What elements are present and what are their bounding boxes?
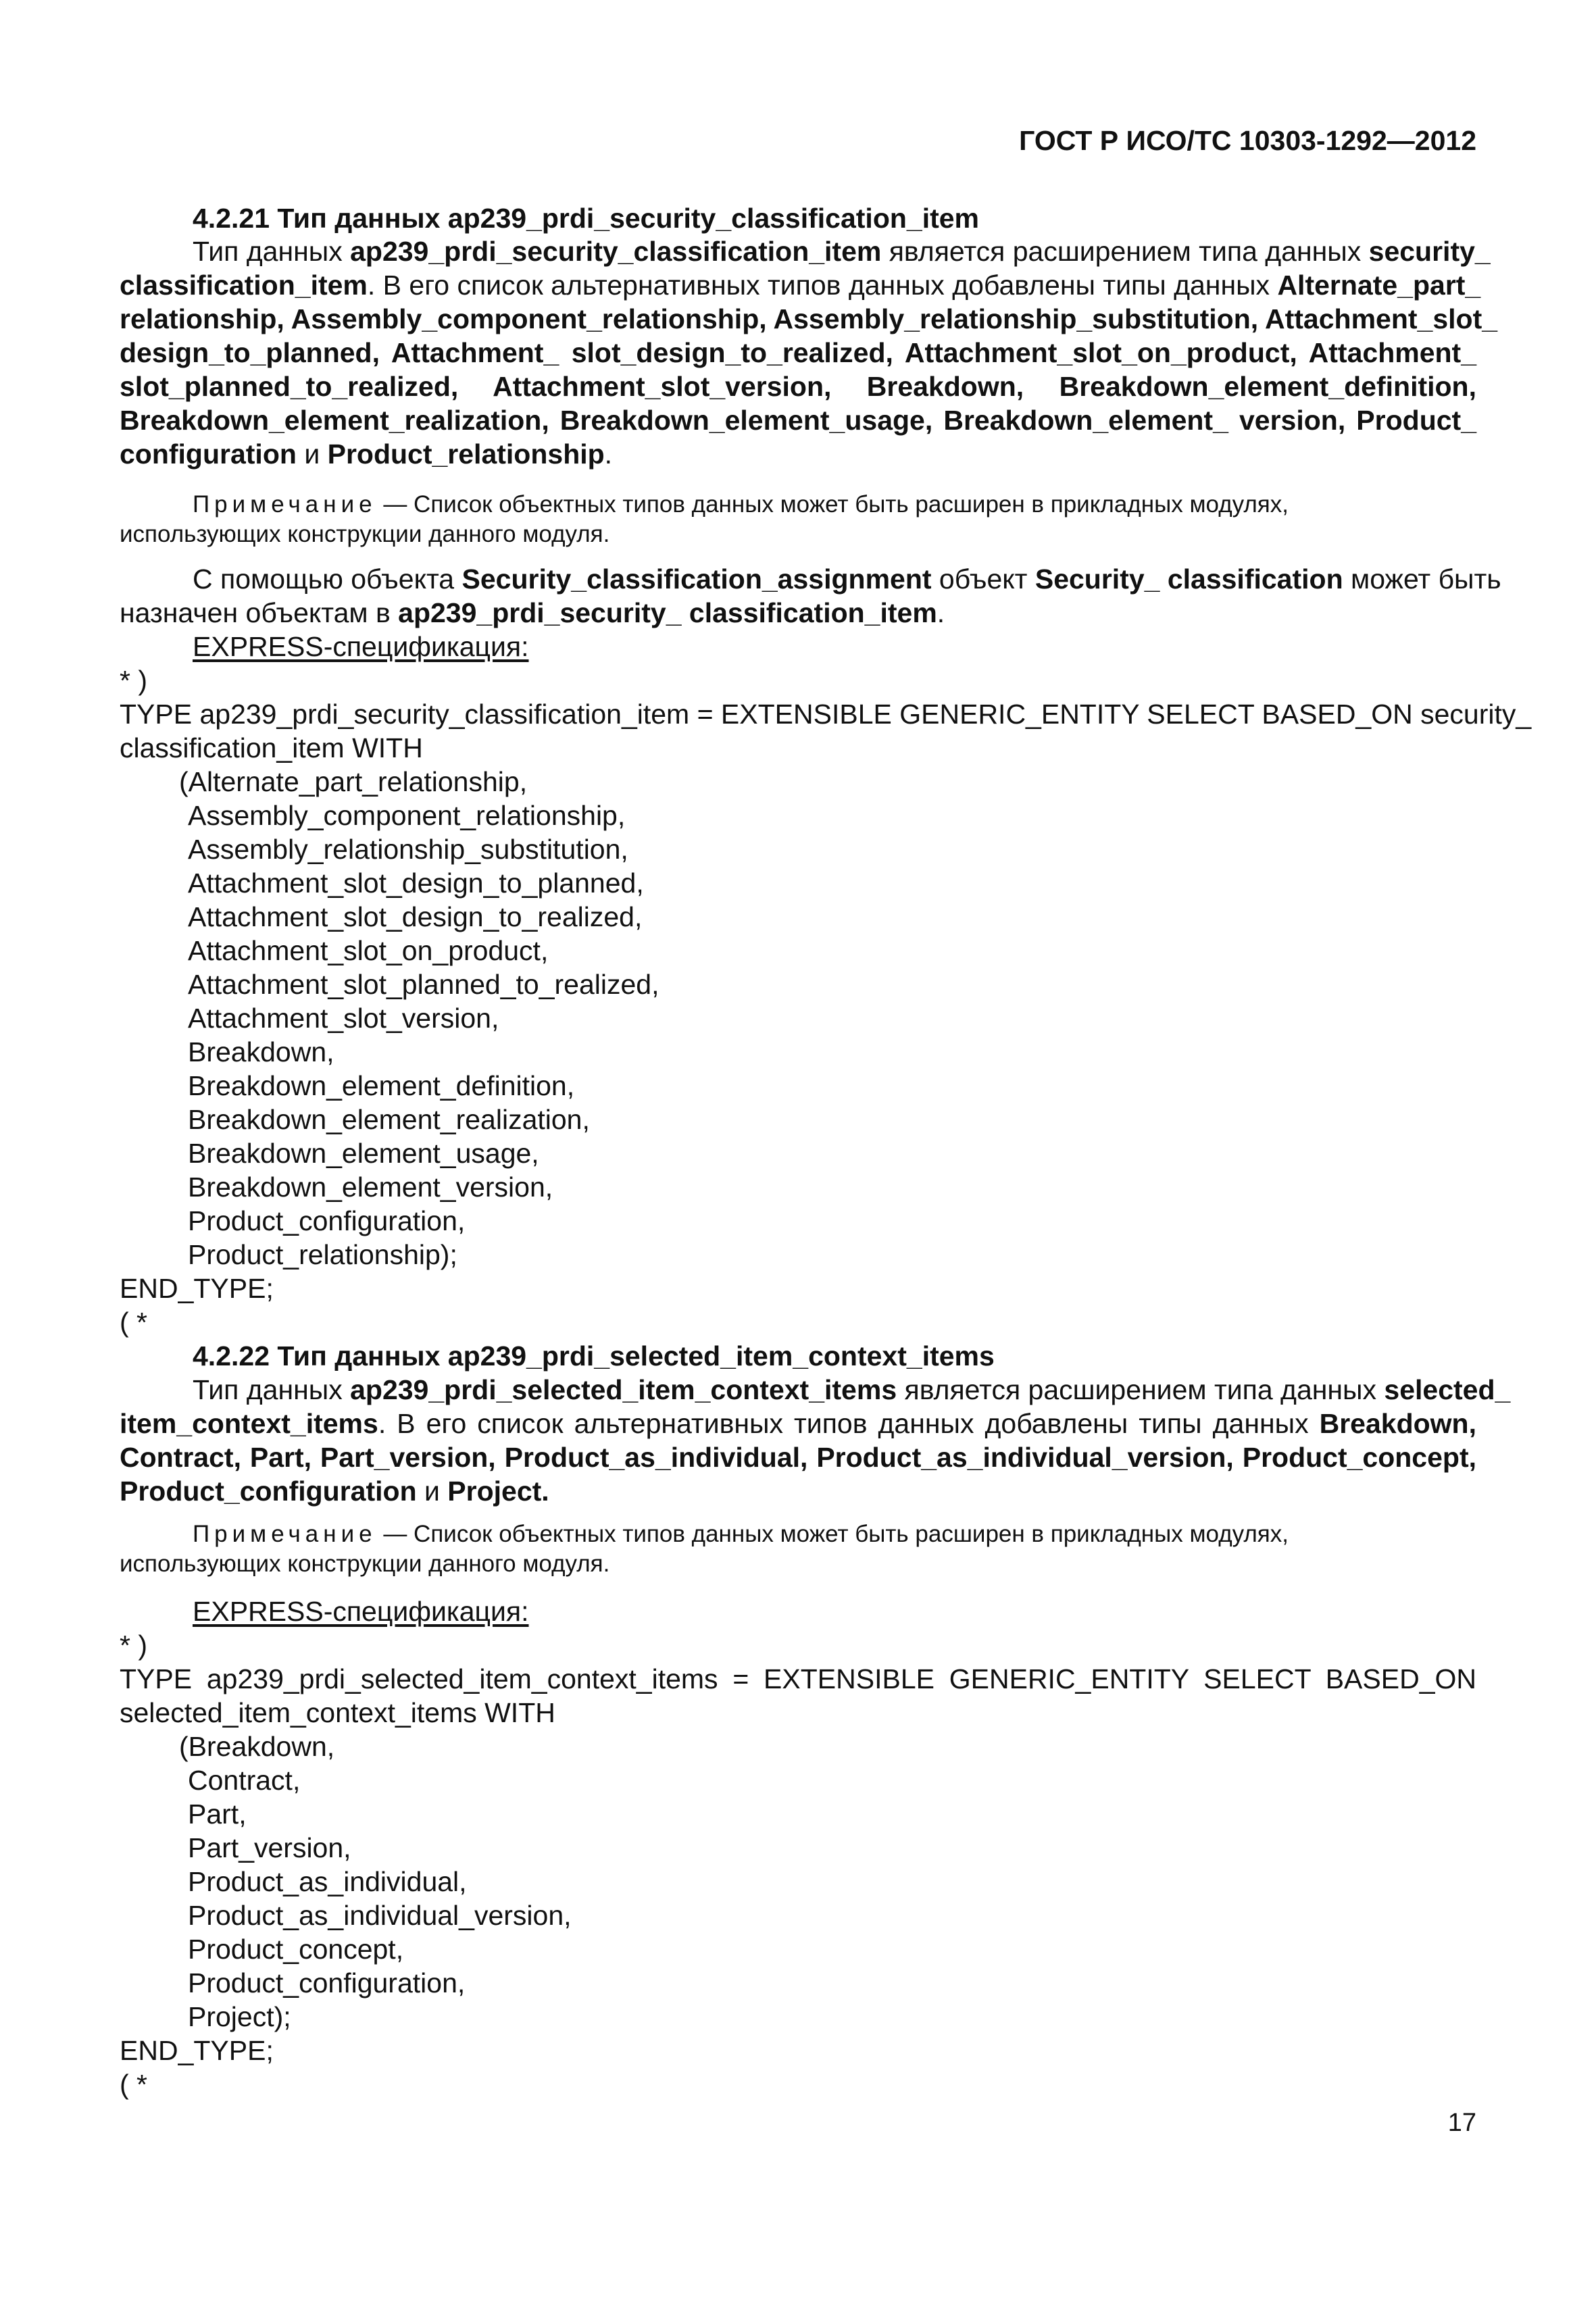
- paragraph-line: [120, 336, 1476, 370]
- bold-term: Security_ classification: [1034, 563, 1343, 595]
- select-item: Attachment_slot_planned_to_realized,: [188, 969, 659, 1000]
- note: [193, 490, 1289, 520]
- select-item: Product_as_individual_version,: [188, 1900, 572, 1931]
- select-item: Attachment_slot_design_to_planned,: [188, 867, 644, 899]
- bold-term: slot_planned_to_realized, Attachment_slot_version, Breakdown, Breakdown_element_definition,: [120, 371, 1476, 402]
- note-text: использующих конструкции данного модуля.: [120, 1551, 610, 1577]
- document-id: ГОСТ Р ИСО/ТС 10303-1292—2012: [1019, 125, 1476, 156]
- bold-term: Product_relationship: [327, 438, 605, 470]
- type-declaration: selected_item_context_items WITH: [120, 1697, 555, 1728]
- text-run: назначен объектам в: [120, 597, 399, 628]
- bold-term: item_context_items: [120, 1408, 378, 1439]
- type-declaration: classification_item WITH: [120, 732, 423, 763]
- select-item: Breakdown_element_version,: [188, 1172, 553, 1203]
- note-text: — Список объектных типов данных может быть расширен в прикладных модулях,: [376, 1521, 1289, 1547]
- page-number: 17: [1447, 2109, 1476, 2137]
- select-item: Breakdown,: [188, 1036, 334, 1067]
- paragraph-line: [193, 1373, 1511, 1407]
- select-item: Attachment_slot_on_product,: [188, 935, 549, 966]
- select-item: Assembly_relationship_substitution,: [188, 834, 628, 865]
- text-run: Тип данных: [193, 1374, 351, 1405]
- type-declaration: TYPE ap239_prdi_security_classification_item = EXTENSIBLE GENERIC_ENTITY SELECT BASED_ON security_: [120, 699, 1532, 730]
- bold-term: Alternate_part_: [1277, 270, 1481, 301]
- note-text: использующих конструкции данного модуля.: [120, 521, 610, 547]
- select-item: Product_configuration,: [188, 1967, 466, 1998]
- select-item: Part_version,: [188, 1832, 351, 1863]
- text-run: может быть: [1343, 563, 1501, 595]
- text-run: . В его список альтернативных типов данных добавлены типы данных: [378, 1408, 1320, 1439]
- select-item: (Alternate_part_relationship,: [179, 766, 528, 797]
- text-run: .: [937, 597, 945, 628]
- bold-term: ap239_prdi_security_classification_item: [350, 236, 882, 267]
- select-item: Product_configuration,: [188, 1205, 466, 1236]
- select-item: Part,: [188, 1799, 247, 1830]
- text-run: и: [416, 1476, 448, 1507]
- code-open: * ): [120, 1630, 147, 1661]
- select-item: Attachment_slot_design_to_realized,: [188, 901, 643, 932]
- note-label: Примечание: [193, 1521, 377, 1547]
- select-item: Product_as_individual,: [188, 1866, 467, 1897]
- code-close: ( *: [120, 1307, 147, 1338]
- section-heading: 4.2.21 Тип данных ap239_prdi_security_classification_item: [193, 203, 980, 234]
- select-item: Contract,: [188, 1765, 301, 1796]
- bold-term: security_: [1368, 236, 1491, 267]
- paragraph-line: [120, 370, 1476, 403]
- text-run: Тип данных: [193, 236, 351, 267]
- code-open: * ): [120, 665, 147, 696]
- bold-term: Product_configuration: [120, 1476, 417, 1507]
- bold-term: design_to_planned, Attachment_ slot_design_to_realized, Attachment_slot_on_product, Attachment_: [120, 337, 1476, 368]
- bold-term: selected_: [1384, 1374, 1511, 1405]
- select-item: Breakdown_element_usage,: [188, 1138, 539, 1169]
- express-label: EXPRESS-спецификация:: [193, 631, 529, 662]
- paragraph-line: [193, 562, 1501, 596]
- select-item: Product_relationship);: [188, 1239, 457, 1270]
- paragraph-line: [120, 403, 1476, 437]
- bold-term: ap239_prdi_selected_item_context_items: [350, 1374, 897, 1405]
- note-label: Примечание: [193, 491, 377, 518]
- bold-term: Project.: [447, 1476, 549, 1507]
- express-label: EXPRESS-спецификация:: [193, 1596, 529, 1627]
- section-heading: 4.2.22 Тип данных ap239_prdi_selected_item_context_items: [193, 1340, 995, 1372]
- select-item: (Breakdown,: [179, 1731, 335, 1762]
- bold-term: classification_item: [120, 270, 368, 301]
- text-run: . В его список альтернативных типов данных добавлены типы данных: [367, 270, 1278, 301]
- text-run: и: [296, 438, 328, 470]
- select-item: Assembly_component_relationship,: [188, 800, 626, 831]
- end-type: END_TYPE;: [120, 2035, 274, 2066]
- select-item: Breakdown_element_realization,: [188, 1104, 590, 1135]
- bold-term: Contract, Part, Part_version, Product_as_individual, Product_as_individual_version, Product_concept,: [120, 1442, 1476, 1473]
- bold-term: Breakdown_element_realization, Breakdown_element_usage, Breakdown_element_ version, Product_: [120, 405, 1476, 436]
- bold-term: configuration: [120, 438, 297, 470]
- bold-term: Security_classification_assignment: [462, 563, 932, 595]
- code-close: ( *: [120, 2069, 147, 2100]
- select-item: Project);: [188, 2001, 291, 2032]
- text-run: является расширением типа данных: [897, 1374, 1385, 1405]
- paragraph-line: [120, 302, 1498, 336]
- text-run: является расширением типа данных: [881, 236, 1369, 267]
- select-item: Breakdown_element_definition,: [188, 1070, 575, 1101]
- paragraph-line: [120, 437, 612, 471]
- paragraph-line: [120, 596, 945, 630]
- paragraph-line: [120, 1440, 1476, 1474]
- paragraph-line: [120, 268, 1481, 302]
- bold-term: Breakdown,: [1319, 1408, 1476, 1439]
- select-item: Attachment_slot_version,: [188, 1003, 499, 1034]
- text-run: .: [604, 438, 613, 470]
- note: [193, 1519, 1289, 1549]
- bold-term: ap239_prdi_security_ classification_item: [398, 597, 937, 628]
- text-run: С помощью объекта: [193, 563, 462, 595]
- select-item: Product_concept,: [188, 1934, 404, 1965]
- paragraph-line: [193, 234, 1491, 268]
- end-type: END_TYPE;: [120, 1273, 274, 1304]
- note-text: — Список объектных типов данных может быть расширен в прикладных модулях,: [376, 491, 1289, 518]
- paragraph-line: [120, 1474, 549, 1508]
- bold-term: relationship, Assembly_component_relationship, Assembly_relationship_substitution, Attachment_slot_: [120, 303, 1498, 334]
- text-run: объект: [931, 563, 1035, 595]
- paragraph-line: [120, 1407, 1476, 1440]
- type-declaration: TYPE ap239_prdi_selected_item_context_items = EXTENSIBLE GENERIC_ENTITY SELECT BASED_ON: [120, 1663, 1476, 1694]
